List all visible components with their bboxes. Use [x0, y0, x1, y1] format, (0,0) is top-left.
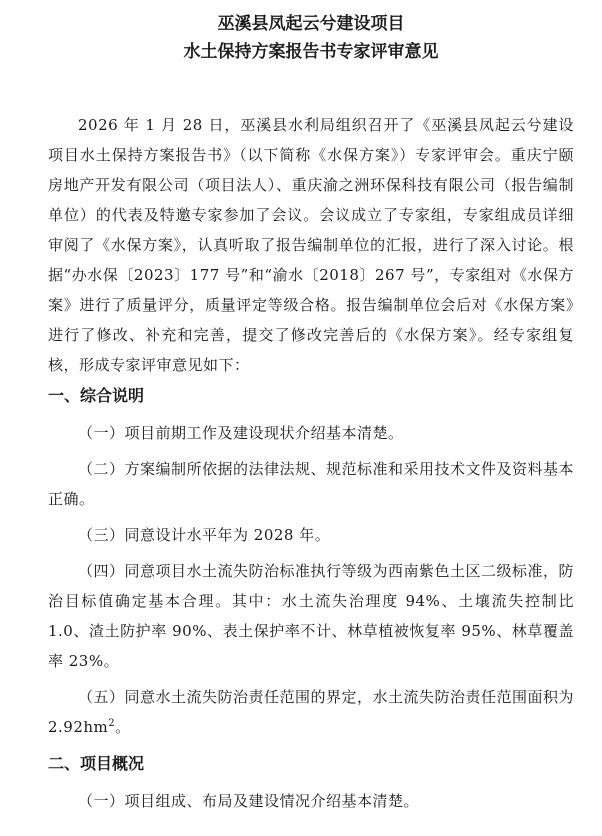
general-item-2: （二）方案编制所依据的法律法规、规范标准和采用技术文件及资料基本正确。 [48, 460, 575, 508]
intro-paragraph: 2026 年 1 月 28 日，巫溪县水利局组织召开了《巫溪县凤起云兮建设项目水土保持方案报告书》（以下简称《水保方案》）专家评审会。重庆宁颐房地产开发有限公司（项目法人）、重庆渝之洲环保科技有限公司（报告编制单位）的代表及特邀专家参加了会议。会议成立了专家组，专家组成员详细审阅了《水保方案》，认真听取了报告编制单位的汇报，进行了深入讨论。根据“办水保〔2023〕177 号”和“渝水〔2018〕267 号”，专家组对《水保方案》进行了质量评分，质量评定等级合格。报告编制单位会后对《水保方案》进行了修改、补充和完善，提交了修改完善后的《水保方案》。经专家组复核，形成专家评审意见如下： [48, 116, 574, 374]
general-item-5-end: 。 [115, 718, 131, 736]
document-title-line2: 水土保持方案报告书专家评审意见 [183, 42, 439, 62]
section-heading-general: 一、综合说明 [48, 386, 145, 405]
area-unit-superscript: 2 [108, 718, 116, 729]
general-item-1: （一）项目前期工作及建设现状介绍基本清楚。 [78, 424, 404, 442]
general-item-4: （四）同意项目水土流失防治标准执行等级为西南紫色土区二级标准，防治目标值确定基本合理。其中：水土流失治理度 94%、土壤流失控制比 1.0、渣土防护率 90%、表土保护率不计、林草植被恢复率 95%、林草覆盖率 23%。 [48, 562, 575, 670]
overview-item-1: （一）项目组成、布局及建设情况介绍基本清楚。 [78, 792, 420, 810]
section-heading-overview: 二、项目概况 [48, 754, 145, 773]
general-item-5-text: （五）同意水土流失防治责任范围的界定，水土流失防治责任范围面积为 2.92hm [48, 688, 575, 736]
general-item-5 [48, 682, 574, 742]
general-item-3: （三）同意设计水平年为 2028 年。 [78, 526, 331, 544]
document-body [48, 110, 574, 816]
document-title-line1: 巫溪县凤起云兮建设项目 [217, 14, 405, 34]
